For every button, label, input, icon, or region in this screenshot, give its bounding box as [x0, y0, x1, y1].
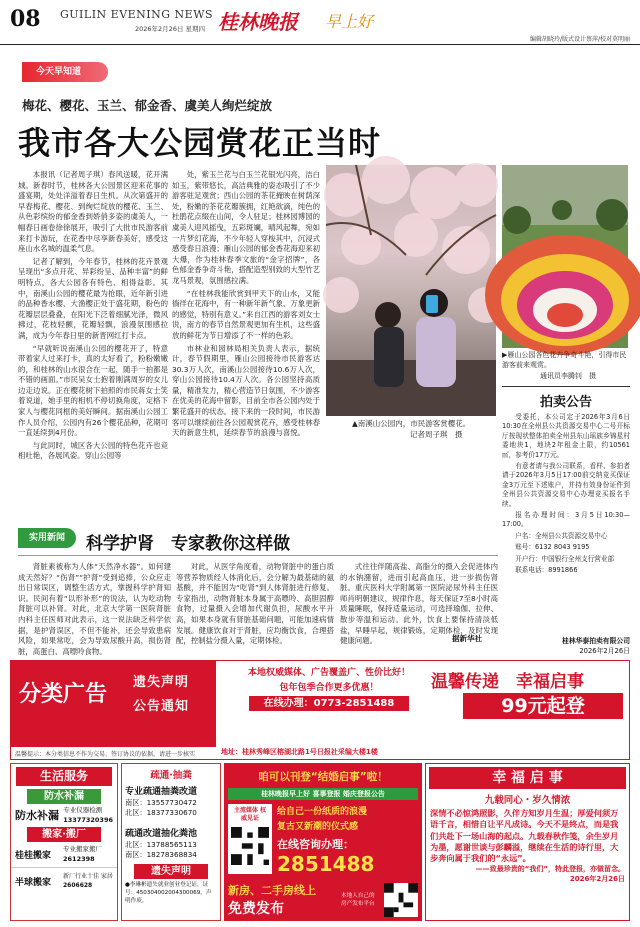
happy-notice-date: 2026年2月26日 [569, 875, 625, 884]
wedding-copy2: 复古又新潮的仪式感 [277, 822, 359, 832]
page-number: 08 [10, 6, 41, 32]
wedding-ad-top: 咱可以刊登“结婚启事”啦！ [258, 771, 388, 783]
auction-title: 拍卖公告 [539, 395, 592, 410]
classified-banner [10, 660, 630, 760]
drain-services-box [121, 763, 221, 921]
qr-code-wedding[interactable] [228, 804, 272, 874]
half-price-name: 半球搬家 [15, 877, 52, 888]
paper-english-name: GUILIN EVENING NEWS [60, 8, 214, 21]
issue-date: 2026年2月26日 星期四 [135, 25, 206, 33]
photo-garden-credit: 通讯员李腾钊 摄 [540, 372, 596, 380]
health-column-1: 肾脏素被称为人体“天然净水器”。如何建成天然好？“伤肾”“护肾”受到追捧，公众应走出日常误区，调整生活方式，掌握科学护肾知识。民间有着“以形补形”的说法，认为吃动物肾脏可以补肾。对此，北京大学第一医院肾脏内科主任医师对此表示，这一说法缺乏科学依据，是护肾误区，不但不能补，还会导致患病风险，如果常吃，会为导致尿酸升高，损伤肾脏，高蛋白、高嘌呤食物。 [18, 562, 171, 656]
classified-line2: 包年包季合作更多优惠！ [279, 683, 379, 693]
drain-phone2b[interactable]: 南区：18278368834 [125, 850, 197, 859]
waterproof-title: 防水补漏 [27, 789, 101, 804]
drain-phone2a[interactable]: 北区：13788565113 [125, 840, 197, 849]
editors-line: 编辑胡晓玲/版式设计蔡萍/校对莫明丽 [529, 36, 630, 43]
classified-center [219, 661, 439, 747]
wedding-hotline[interactable]: 2851488 [277, 852, 375, 876]
happy-notice-head: 九载同心・岁久情浓 [484, 795, 571, 806]
classified-price [463, 693, 623, 719]
half-price-text: 新厂行业十佳 家居 [63, 873, 113, 880]
drain-title: 疏通·抽粪 [150, 770, 192, 781]
happy-notice-sign: ——致最珍贵的“我们”，特此登报，亦做留念。 [475, 865, 625, 874]
drain-item1: 专业疏通抽粪改道 [125, 787, 198, 797]
drain-item2: 疏通改道抽化粪池 [125, 829, 198, 839]
health-column-2: 对此，从医学角度看，动物肾脏中的蛋白质等营养物质经人体消化后，会分解为最基础的氨基酸，并不能因为“吃肾”到人体肾脏进行修复。专家指出，动物肾脏本身属于高嘌呤、高胆固醇食物，过量摄入会增加代谢负担，尿酸水平升高，如果本身就有肾脏基础问题，可能加速病情发展。健康饮食对于肾脏，应均衡饮食，合理搭配，控制盐分摄入量，定期体检。 [176, 562, 334, 646]
wedding-ad-green-bar: 桂林晚报早上好 喜事登报 婚庆登报公告 [228, 788, 418, 800]
classified-hotline[interactable]: 在线办理：0773-2851488 [249, 696, 409, 711]
classified-tip: 温馨提示：本分类信息不作为交易、签订协议的依据，请进一步核实 [15, 751, 196, 758]
wedding-copy1: 给自己一份纸质的浪漫 [277, 807, 368, 817]
section-tab-today [22, 62, 108, 82]
photo-flower-garden [502, 165, 628, 348]
house-ad-sub: 免费发布 [228, 901, 284, 917]
classified-title: 分类广告 [19, 682, 108, 707]
drain-phone1a[interactable]: 南区：13557730472 [125, 798, 197, 807]
story-column-2: 处，紫玉兰花与白玉兰花银光闪亮，洁白如玉，紫带悠长，高洁典雅的姿态吸引了不少游客驻足观赏；西山公园的茶花掩映在树荫深处，粉嫩的茶花花瓣簇拥，红艳欲滴，纯色的杜鹃花点缀在山间，令人驻足；桂林园博园的虞美人迎风摇曳，五彩斑斓，晴风起舞，宛如一片梦幻花海，不少年轻人穿梭其中，沉浸式感受春日浪漫；雁山公园的郁金香花海迎来初大爆，作为桂林春季文旅的“金字招牌”，各色郁金香争奇斗艳，搭配造型别致的大型竹艺龙马景观，氛围感拉满。 “在桂林我能欣赏到甲天下的山水，又能徜徉在花海中，有一种新年新气象、万象更新的感觉，特别有意义。”来自江西的游客刘女士说，南方的春节自然景观更加有生机，这些盛放的鲜花为节日增添了不一样的色彩。 市林业和园林局相关负责人表示，据统计，春节假期里，雁山公园接待市民游客达30.3万人次，南溪山公园接待10.6万人次，穿山公园接待10.4万人次。各公园坚持高质量，精准发力，精心营造节日氛围，不少游客在优美的花海中留影，目前全市各公园内处于繁花盛开的状态。接下来的一段时间，市民游客可以继续前往各公园观赏花卉，感受桂林春天的新意生机，延续春节的浪漫与喜悦。 [172, 170, 320, 438]
house-ad-title: 新房、二手房线上 [228, 884, 316, 897]
waterproof-name: 防水补漏 [15, 809, 59, 822]
wedding-authority: 主流媒体 权威见证 [233, 807, 267, 822]
section-tab-practical [18, 528, 76, 548]
waterproof-phone[interactable]: 13377320396 [63, 816, 113, 824]
qr-code-house[interactable] [384, 883, 418, 917]
auction-company: 桂林华泰拍卖有限公司 [562, 637, 630, 645]
classified-line1: 本地权威媒体、广告覆盖广、性价比好！ [247, 668, 410, 678]
practical-tab-label: 实用新闻 [28, 533, 65, 543]
auction-notice: 拍卖公告 受委托，本公司定于2026年3月6日10:30在全州县公共资源交易中心二号开标厅按现状整体拍卖全州县东山瑶族乡锦星村委地块1，地块2年租金上限，约10561㎡，参考价17万元。 有意者请与我公司联系，看样、参拍者请于2026年3月5日17:00前交纳竞买保证金3万元至下述账户，并持有效身份证件到全州县公共资源交易中心办理竞买报名手续。 报名办理时间：3月5日10:30—17:00。 户名：全州县公共资源交易中心 账号：6132 8043 9195 开户行：中国银行全州支行营业部 联系电话：8991866 桂林华泰拍卖有限公司 2026年2月26日 [502, 386, 630, 656]
photo-garden-caption: ▶雁山公园各色花卉争奇斗艳，引得市民游客前来观赏。 [502, 351, 627, 369]
story-subtitle: 梅花、樱花、玉兰、郁金香、虞美人绚烂绽放 [22, 98, 273, 113]
story-headline: 我市各大公园赏花正当时 [18, 124, 382, 162]
moving-phone[interactable]: 2612398 [63, 855, 95, 863]
photo-cherry-caption: ▲南溪山公园内，市民游客赏樱花。 [352, 419, 471, 428]
lost-statement-text: ●李琳彬遗失就业创业登记证，证号：450304002004300069，声明作废。 [125, 882, 212, 904]
health-column-3: 式往往伴随高盐、高脂分的摄入会促进体内的水钠潴留，进而引起高血压，进一步损伤肾脏。重庆医科大学附属第一医院泌尿外科主任医师肖明朝建议，规律作息，每天保证7至8小时高质量睡眠，保持适量运动，可选择瑜伽、拉伸、散步等温和运动。此外，饮食上要保持清淡低盐，早睡早起，规律锻炼，定期体检，及时发现健康问题。 [340, 562, 498, 646]
health-headline: 科学护肾 专家教你这样做 [86, 534, 290, 554]
wedding-ad [224, 763, 422, 921]
section-tab-label: 今天早知道 [36, 67, 82, 77]
moving-name: 桂桂搬家 [15, 850, 52, 861]
happy-notice-body: 深情不必惊鸿照影，久伴方知岁月生温；厚爱何须万语千言，相惜自让平凡成诗。今天不是终点，而是我们共赴下一场山海的起点。九载春秋作笺，余生岁月为墨，愿谢世谈与彭麟溢，继续在生活的诗行里，大步奔向属于我们的“永远”。 [430, 808, 619, 864]
wedding-hotline-label: 在线咨询办理： [277, 838, 354, 851]
masthead [0, 0, 640, 45]
photo-cherry-credit: 记者周子琪 摄 [410, 430, 463, 439]
classified-wedding-banner: 温馨传递 幸福启事 [431, 672, 584, 692]
waterproof-text: 专业仪器检测 [63, 806, 103, 814]
classified-address: 地址：桂林秀峰区榕湖北路1号日报社采编大楼1楼 [221, 748, 378, 756]
health-divider [18, 555, 498, 556]
happy-notice [425, 763, 630, 921]
classified-notice: 公告通知 [133, 699, 190, 714]
life-services-title: 生活服务 [16, 767, 112, 786]
drain-phone1b[interactable]: 北区：18377330670 [125, 808, 197, 817]
health-credit: 据新华社 [452, 634, 482, 643]
masthead-slogan: 早上好 [325, 12, 374, 31]
story-column-1: 本报讯（记者周子琪）春风送暖，花开满城。新春时节，桂林各大公园景区迎来花事的盛宴期，处处洋溢着春日生机。从次第盛开的早春梅花、樱花、到绚烂绽放的樱花、玉兰、从色彩缤纷的郁金香到娇俏多姿的虞美人，一幅春日画卷徐徐展开，吸引了大批市民游客前来打卡游玩，在花香中尽享新春美好，感受这座山水名城的温柔气息。 记者了解到，今年春节，桂林的花卉景观呈现出“多点开花、异彩纷呈、品种丰富”的鲜明特点，各大公园各有特色、相得益彰。其中，南溪山公园的樱花最为抢眼，近年新引进的品种香水樱、大渔樱正处于盛花期，粉色的花瓣层层叠叠，在阳光下泛着细腻光泽，微风拂过，花枝轻颤，花瓣轻飘，浪漫氛围感拉满，成为今年春日里的新晋网红打卡点。 “早就听说南溪山公园的樱花开了，特意带着家人过来打卡，真的太好看了，粉粉嫩嫩的，和桂林的山水很合在一起，随手一拍都是不错的画面。”市民吴女士抱着刚满周岁的女儿边走边说。正在樱花树下拍照的市民蒋女士笑着说道，她手里的相机不停切换角度，定格下家人与樱花同框的美好瞬间。据南溪山公园工作人员介绍，公园内有26个樱花品种，花期可一直延续到4月份。 与此同时，城区各大公园的特色花卉也竞相吐艳，各展风姿。穿山公园等 [18, 170, 168, 461]
half-price-phone[interactable]: 2606628 [63, 882, 93, 889]
lost-statement-title: 遗失声明 [134, 864, 208, 879]
moving-text: 专业搬家搬厂 [63, 845, 102, 853]
moving-title: 搬家·搬厂 [27, 827, 101, 842]
photo-cherry-blossom [326, 165, 496, 416]
happy-notice-title: 幸 福 启 事 [429, 767, 626, 789]
house-ad-note: 本地人自己的 房产发布平台 [341, 893, 375, 907]
classified-price-label: 99元起登 [501, 695, 585, 717]
auction-date: 2026年2月26日 [579, 647, 630, 655]
classified-lost: 遗失声明 [133, 675, 190, 690]
masthead-logo: 桂林晚报 [218, 10, 298, 34]
life-services-box [10, 763, 118, 921]
classified-left-block [11, 661, 216, 747]
